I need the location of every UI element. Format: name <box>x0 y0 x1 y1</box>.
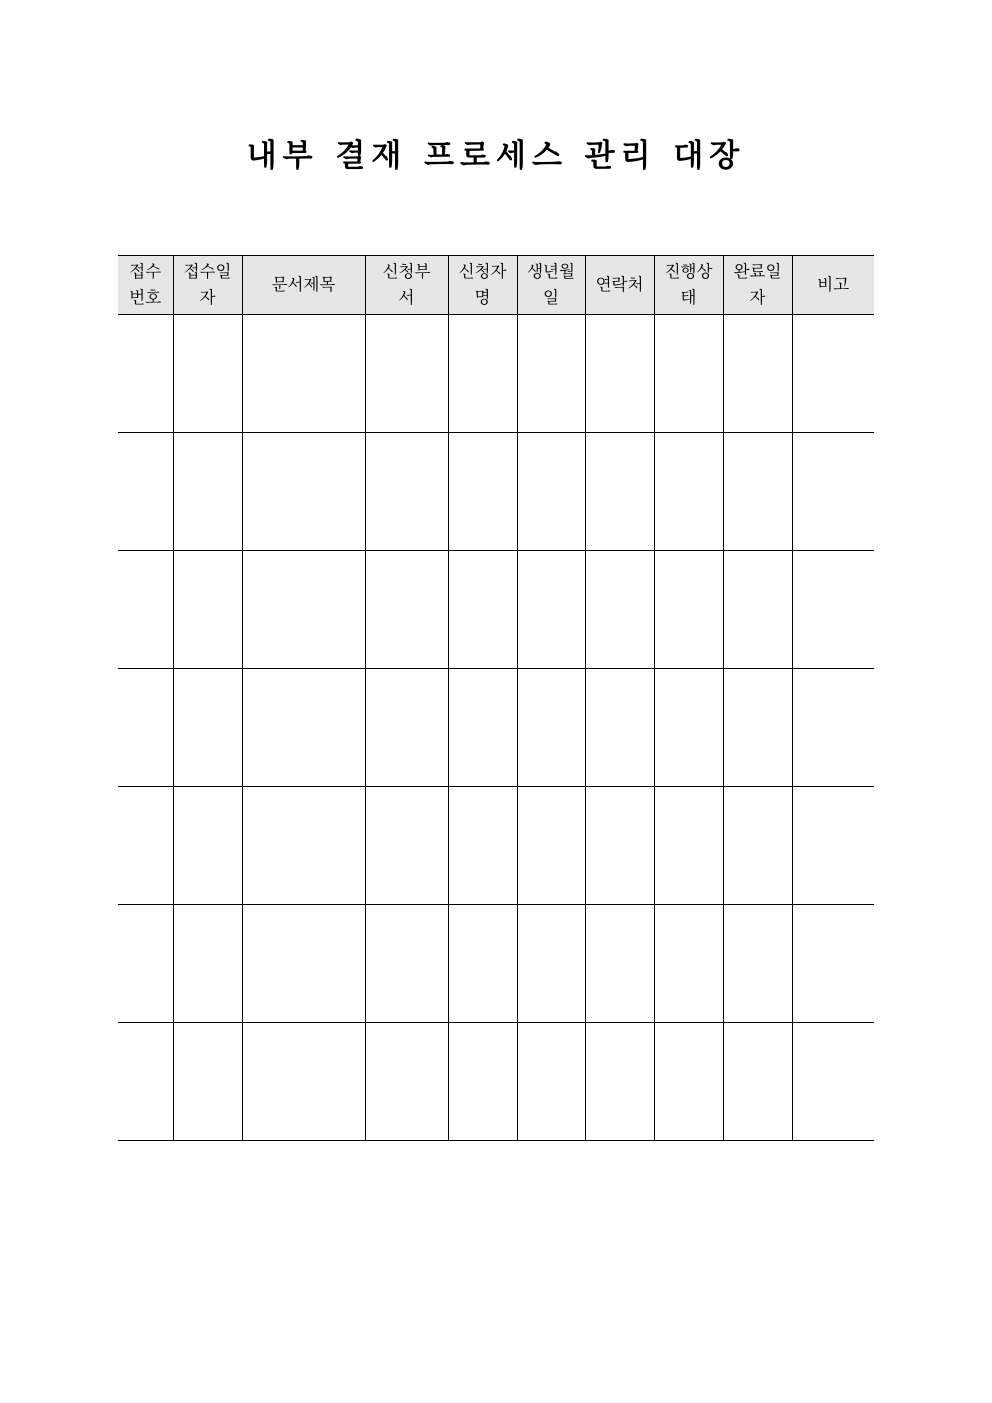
table-cell[interactable] <box>448 1023 517 1141</box>
table-cell[interactable] <box>118 787 173 905</box>
column-header <box>517 256 585 315</box>
column-header <box>242 256 365 315</box>
table-cell[interactable] <box>585 433 654 551</box>
table-cell[interactable] <box>448 315 517 433</box>
table-cell[interactable] <box>654 315 723 433</box>
table-cell[interactable] <box>242 787 365 905</box>
table-cell[interactable] <box>723 551 792 669</box>
table-row <box>118 905 874 1023</box>
table-cell[interactable] <box>517 551 585 669</box>
table-cell[interactable] <box>654 905 723 1023</box>
table-cell[interactable] <box>242 669 365 787</box>
table-cell[interactable] <box>448 433 517 551</box>
table-cell[interactable] <box>517 669 585 787</box>
table-cell[interactable] <box>242 551 365 669</box>
table-cell[interactable] <box>585 315 654 433</box>
table-row <box>118 669 874 787</box>
table-cell[interactable] <box>723 433 792 551</box>
table-cell[interactable] <box>517 787 585 905</box>
page-title: 내부 결재 프로세스 관리 대장 <box>246 138 746 174</box>
table-row <box>118 315 874 433</box>
column-header-label: 접수일 <box>183 262 232 281</box>
table-row <box>118 433 874 551</box>
table-cell[interactable] <box>654 551 723 669</box>
table-cell[interactable] <box>118 905 173 1023</box>
table-cell[interactable] <box>723 787 792 905</box>
table-cell[interactable] <box>118 433 173 551</box>
column-header <box>792 256 874 315</box>
column-header <box>365 256 448 315</box>
table-cell[interactable] <box>365 787 448 905</box>
column-header-label: 연락처 <box>595 275 644 294</box>
table-cell[interactable] <box>792 433 874 551</box>
table-cell[interactable] <box>723 905 792 1023</box>
column-header-label: 서 <box>398 288 415 307</box>
table-cell[interactable] <box>654 433 723 551</box>
column-header <box>173 256 242 315</box>
table-cell[interactable] <box>118 315 173 433</box>
table-cell[interactable] <box>723 1023 792 1141</box>
table-cell[interactable] <box>792 787 874 905</box>
column-header-label: 명 <box>474 288 491 307</box>
approval-ledger-table <box>118 255 874 1141</box>
table-cell[interactable] <box>118 1023 173 1141</box>
column-header-label: 생년월 <box>527 262 575 281</box>
column-header-label: 접수 <box>129 262 162 281</box>
table-cell[interactable] <box>585 1023 654 1141</box>
table-row <box>118 1023 874 1141</box>
table-cell[interactable] <box>585 905 654 1023</box>
header-row <box>118 256 874 315</box>
table-cell[interactable] <box>173 905 242 1023</box>
column-header <box>654 256 723 315</box>
table-cell[interactable] <box>365 551 448 669</box>
column-header-label: 자 <box>749 288 766 307</box>
table-cell[interactable] <box>365 669 448 787</box>
table-cell[interactable] <box>723 669 792 787</box>
table-row <box>118 787 874 905</box>
table-cell[interactable] <box>242 315 365 433</box>
table-cell[interactable] <box>654 787 723 905</box>
column-header <box>723 256 792 315</box>
table-cell[interactable] <box>448 669 517 787</box>
table-cell[interactable] <box>517 1023 585 1141</box>
table-row <box>118 551 874 669</box>
table-cell[interactable] <box>242 433 365 551</box>
column-header-label: 태 <box>680 288 697 307</box>
table-cell[interactable] <box>365 1023 448 1141</box>
table-cell[interactable] <box>448 787 517 905</box>
table-cell[interactable] <box>173 787 242 905</box>
table-cell[interactable] <box>365 315 448 433</box>
table-cell[interactable] <box>585 669 654 787</box>
table-cell[interactable] <box>654 669 723 787</box>
table-cell[interactable] <box>242 1023 365 1141</box>
table-cell[interactable] <box>173 433 242 551</box>
table-cell[interactable] <box>448 551 517 669</box>
column-header <box>448 256 517 315</box>
table-cell[interactable] <box>792 1023 874 1141</box>
column-header-label: 자 <box>199 288 216 307</box>
table-cell[interactable] <box>173 669 242 787</box>
table-cell[interactable] <box>792 315 874 433</box>
table-cell[interactable] <box>792 551 874 669</box>
table-cell[interactable] <box>585 551 654 669</box>
table-cell[interactable] <box>517 433 585 551</box>
column-header-label: 번호 <box>129 288 162 307</box>
column-header-label: 일 <box>543 288 559 307</box>
column-header-label: 신청부 <box>382 262 431 281</box>
table-cell[interactable] <box>585 787 654 905</box>
column-header-label: 진행상 <box>664 262 713 281</box>
table-cell[interactable] <box>792 905 874 1023</box>
column-header-label: 비고 <box>817 275 850 294</box>
table-cell[interactable] <box>173 1023 242 1141</box>
table-body <box>118 315 874 1141</box>
table-cell[interactable] <box>792 669 874 787</box>
table-cell[interactable] <box>517 315 585 433</box>
table-cell[interactable] <box>448 905 517 1023</box>
table-cell[interactable] <box>242 905 365 1023</box>
column-header-label: 문서제목 <box>271 275 336 294</box>
table-cell[interactable] <box>173 551 242 669</box>
table-cell[interactable] <box>517 905 585 1023</box>
column-header-label: 신청자 <box>458 262 507 281</box>
table-cell[interactable] <box>118 669 173 787</box>
column-header-label: 완료일 <box>733 262 782 281</box>
table-cell[interactable] <box>118 551 173 669</box>
table-cell[interactable] <box>365 905 448 1023</box>
column-header <box>585 256 654 315</box>
column-header <box>118 256 173 315</box>
table-cell[interactable] <box>365 433 448 551</box>
table-cell[interactable] <box>723 315 792 433</box>
table-cell[interactable] <box>173 315 242 433</box>
table-cell[interactable] <box>654 1023 723 1141</box>
